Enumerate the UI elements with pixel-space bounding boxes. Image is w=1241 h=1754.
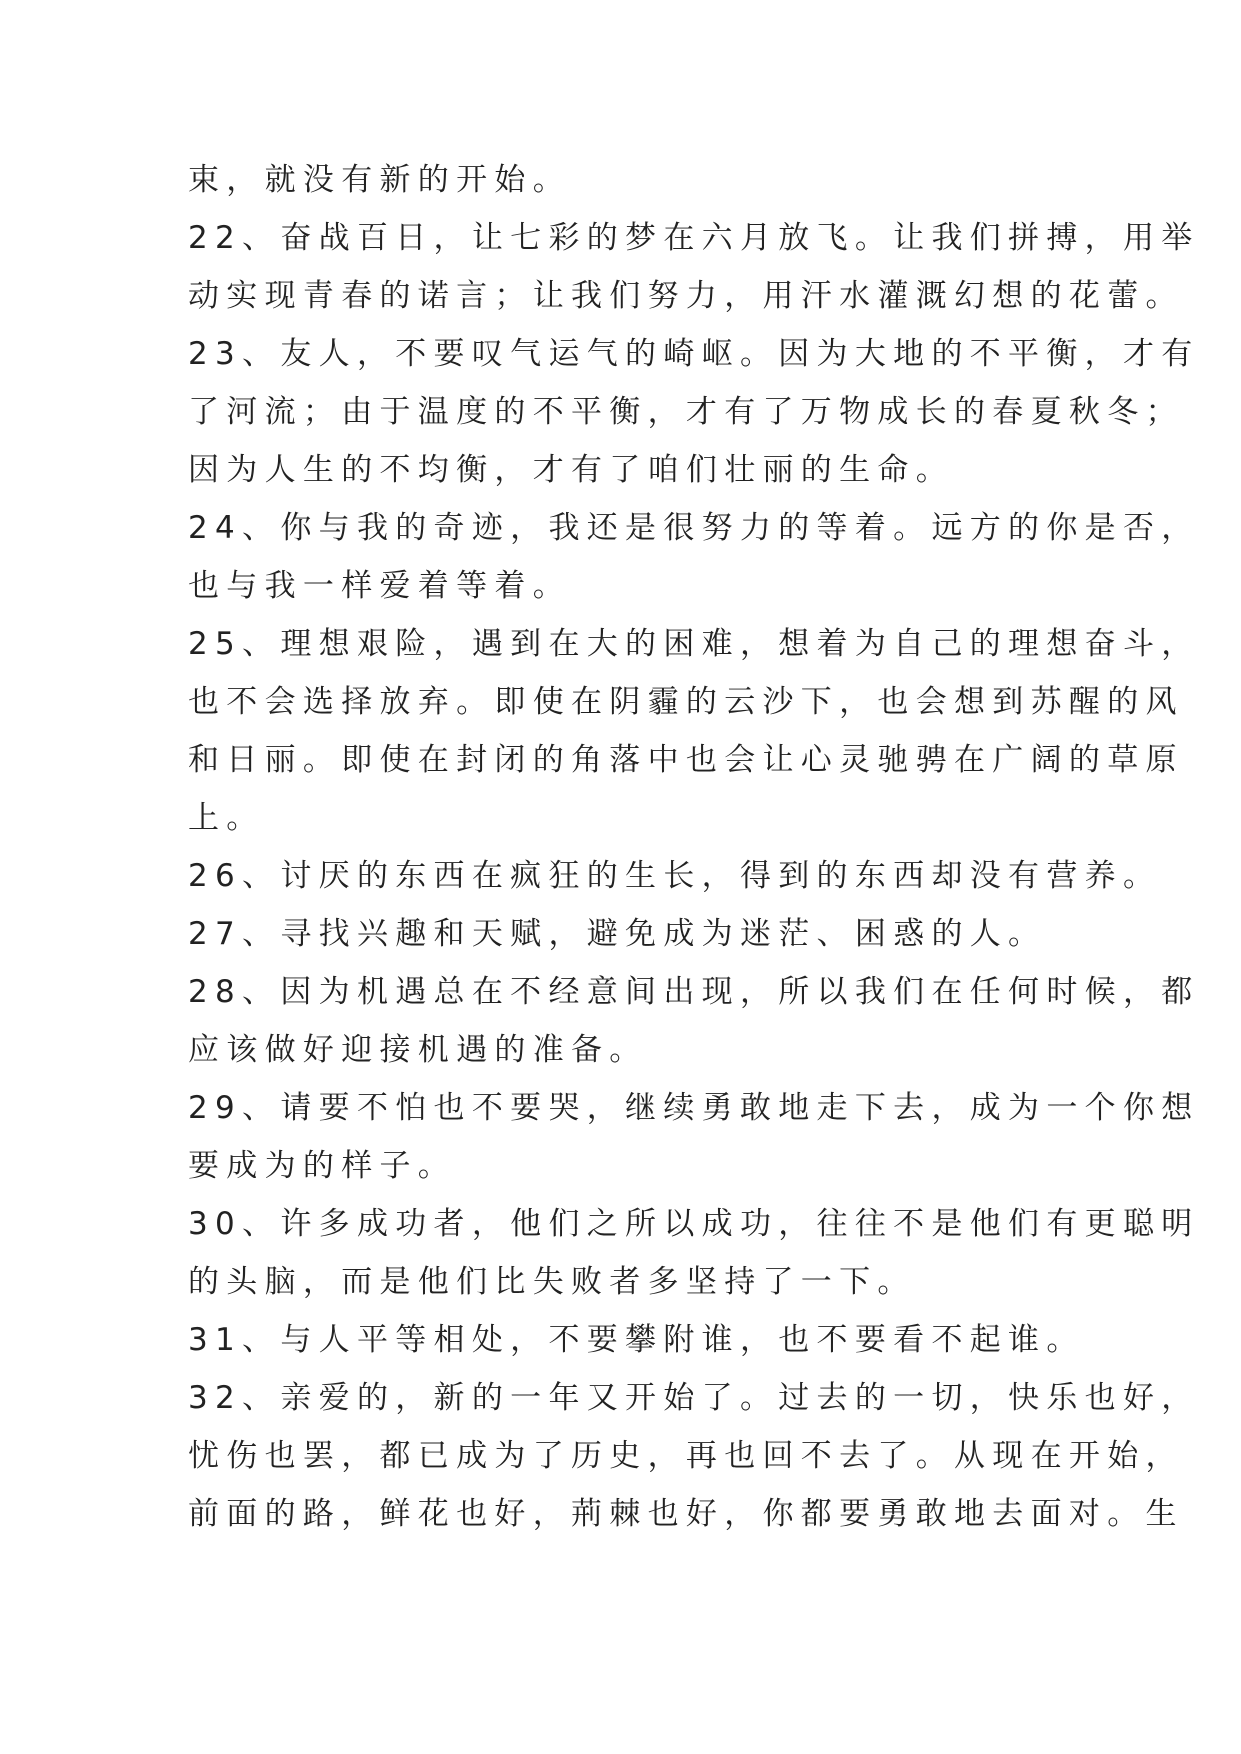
text-line: 了河流；由于温度的不平衡，才有了万物成长的春夏秋冬； (188, 394, 1184, 430)
text-line: 的头脑，而是他们比失败者多坚持了一下。 (188, 1264, 916, 1300)
text-line: 30、许多成功者，他们之所以成功，往往不是他们有更聪明 (188, 1206, 1200, 1242)
text-line: 26、讨厌的东西在疯狂的生长，得到的东西却没有营养。 (188, 858, 1162, 894)
text-line: 28、因为机遇总在不经意间出现，所以我们在任何时候，都 (188, 974, 1200, 1010)
text-line: 和日丽。即使在封闭的角落中也会让心灵驰骋在广阔的草原 (188, 742, 1184, 778)
text-line: 24、你与我的奇迹，我还是很努力的等着。远方的你是否， (188, 510, 1200, 546)
text-line: 23、友人，不要叹气运气的崎岖。因为大地的不平衡，才有 (188, 336, 1200, 372)
text-line: 动实现青春的诺言；让我们努力，用汗水灌溉幻想的花蕾。 (188, 278, 1184, 314)
text-line: 应该做好迎接机遇的准备。 (188, 1032, 648, 1068)
text-line: 31、与人平等相处，不要攀附谁，也不要看不起谁。 (188, 1322, 1085, 1358)
text-line: 前面的路，鲜花也好，荊棘也好，你都要勇敢地去面对。生 (188, 1496, 1184, 1532)
text-line: 也不会选择放弃。即使在阴霾的云沙下，也会想到苏醒的风 (188, 684, 1184, 720)
text-line: 上。 (188, 800, 265, 836)
text-line: 29、请要不怕也不要哭，继续勇敢地走下去，成为一个你想 (188, 1090, 1200, 1126)
text-line: 束，就没有新的开始。 (188, 162, 571, 198)
text-line: 22、奋战百日，让七彩的梦在六月放飞。让我们拼搏，用举 (188, 220, 1200, 256)
text-line: 要成为的样子。 (188, 1148, 457, 1184)
text-line: 因为人生的不均衡，才有了咱们壮丽的生命。 (188, 452, 954, 488)
text-line: 25、理想艰险，遇到在大的困难，想着为自己的理想奋斗， (188, 626, 1200, 662)
text-line: 忧伤也罢，都已成为了历史，再也回不去了。从现在开始， (188, 1438, 1184, 1474)
text-line: 32、亲爱的，新的一年又开始了。过去的一切，快乐也好， (188, 1380, 1200, 1416)
text-line: 也与我一样爱着等着。 (188, 568, 571, 604)
text-line: 27、寻找兴趣和天赋，避免成为迷茫、困惑的人。 (188, 916, 1047, 952)
